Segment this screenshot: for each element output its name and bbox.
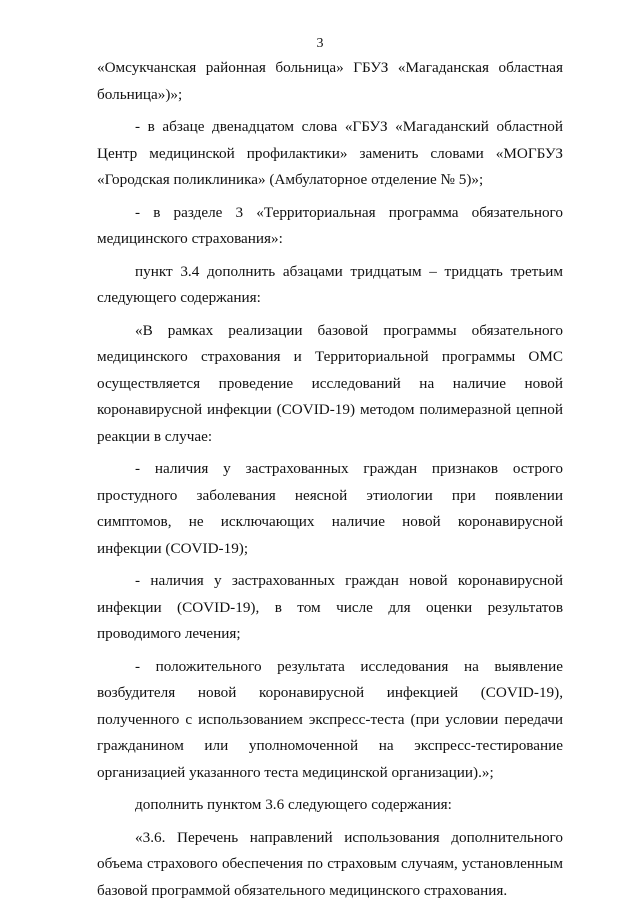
paragraph-case-symptoms: - наличия у застрахованных граждан признаков острого простудного заболевания неясной этиологии при появлении симптомов, не исключающих наличие новой коронавирусной инфекции (COVID-19); bbox=[97, 460, 563, 557]
paragraph-clause-3-6: «3.6. Перечень направлений использования дополнительного объема страхового обеспечения по страховым случаям, установленным базовой программой обязательного медицинского страхования. bbox=[97, 828, 563, 899]
paragraph-pcr-testing: «В рамках реализации базовой программы обязательного медицинского страхования и Территориальной программы ОМС осуществляется проведение исследований на наличие новой коронавирусной инфекции (COVID-19) методом полимеразной цепной реакции в случае: bbox=[97, 321, 563, 445]
paragraph-case-express-test: - положительного результата исследования на выявление возбудителя новой коронавирусной инфекцией (COVID-19), полученного с использованием экспресс-теста (при условии передачи гражданином или уполномоченной на экспресс-тестирование организацией указанного теста медицинской организации).»; bbox=[97, 657, 563, 781]
document-body bbox=[97, 55, 563, 910]
paragraph-case-infection: - наличия у застрахованных граждан новой коронавирусной инфекции (COVID-19), в том числе для оценки результатов проводимого лечения; bbox=[97, 572, 563, 642]
page-number: 3 bbox=[316, 36, 324, 51]
paragraph-section-3: - в разделе 3 «Территориальная программа обязательного медицинского страхования»: bbox=[97, 203, 563, 247]
paragraph-add-clause-3-6: дополнить пунктом 3.6 следующего содержания: bbox=[135, 796, 452, 813]
paragraph-twelfth-clause: - в абзаце двенадцатом слова «ГБУЗ «Магаданский областной Центр медицинской профилактики» заменить словами «МОГБУЗ «Городская поликлиника» (Амбулаторное отделение № 5)»; bbox=[97, 118, 563, 188]
paragraph-hospital-name: «Омсукчанская районная больница» ГБУЗ «Магаданская областная больница»)»; bbox=[97, 59, 563, 103]
paragraph-clause-3-4: пункт 3.4 дополнить абзацами тридцатым – тридцать третьим следующего содержания: bbox=[97, 262, 563, 306]
